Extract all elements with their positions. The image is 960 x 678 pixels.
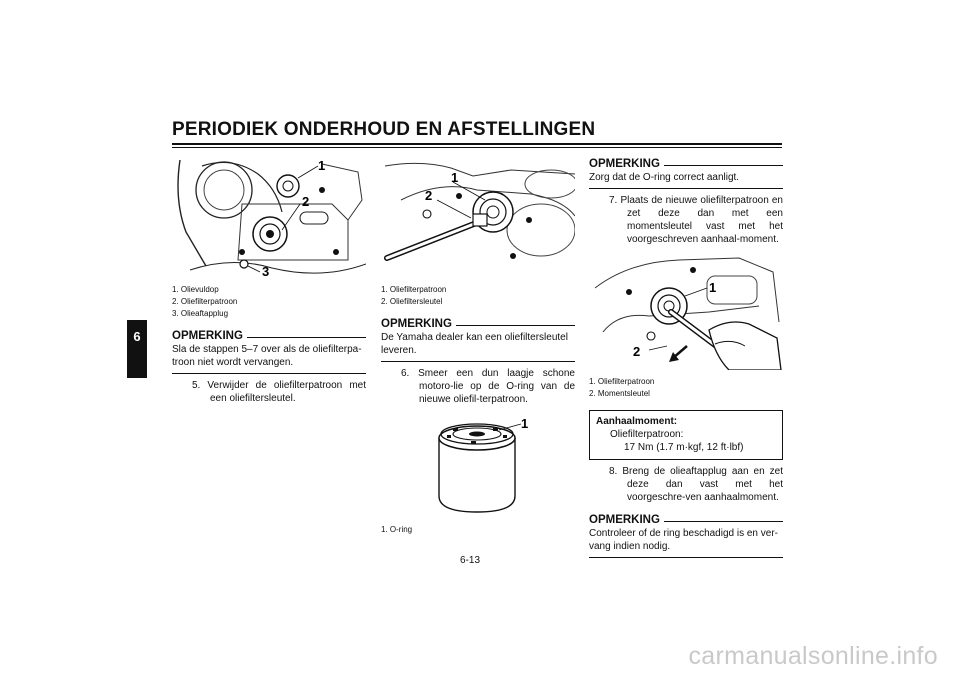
column-2 bbox=[381, 160, 575, 536]
note-heading-text: OPMERKING bbox=[172, 330, 243, 342]
figure-captions bbox=[381, 284, 575, 308]
figure-captions bbox=[589, 376, 783, 400]
note-heading bbox=[172, 330, 366, 342]
note-heading bbox=[381, 318, 575, 330]
callout-1: 1 bbox=[709, 280, 717, 295]
caption-item: 1. Oliefilterpatroon bbox=[381, 285, 447, 294]
note-rule bbox=[664, 521, 783, 522]
torque-wrench-figure bbox=[589, 252, 783, 370]
column-3 bbox=[589, 158, 783, 558]
note-end-rule bbox=[589, 557, 783, 558]
chapter-tab: 6 bbox=[127, 320, 147, 378]
page-number: 6-13 bbox=[460, 555, 481, 566]
note-heading-text: OPMERKING bbox=[381, 318, 452, 330]
callout-2: 2 bbox=[633, 344, 641, 359]
column-1 bbox=[172, 160, 366, 405]
note-heading bbox=[589, 158, 783, 170]
note-rule bbox=[664, 165, 783, 166]
figure-captions bbox=[381, 524, 575, 536]
engine-oil-filler-figure bbox=[172, 160, 366, 278]
spec-value: 17 Nm (1.7 m·kgf, 12 ft·lbf) bbox=[624, 442, 744, 453]
note-end-rule bbox=[381, 361, 575, 362]
caption-item: 2. Oliefilterpatroon bbox=[172, 297, 238, 306]
note-end-rule bbox=[172, 373, 366, 374]
note-text: Sla de stappen 5–7 over als de oliefilterpa-troon niet wordt vervangen. bbox=[172, 344, 362, 368]
step-7: 7. Plaats de nieuwe oliefilterpatroon en zet deze dan met een momentsleutel vast met het voorgeschreven aanhaal-moment. bbox=[609, 195, 783, 245]
note-end-rule bbox=[589, 188, 783, 189]
page-title: PERIODIEK ONDERHOUD EN AFSTELLINGEN bbox=[172, 119, 596, 140]
torque-spec-box bbox=[589, 410, 783, 460]
step-6: 6. Smeer een dun laagje schone motoro-lie op de O-ring van de nieuwe oliefil-terpatroon. bbox=[401, 368, 575, 405]
note-heading bbox=[589, 514, 783, 526]
caption-item: 2. Momentsleutel bbox=[589, 389, 650, 398]
step-8: 8. Breng de olieaftapplug aan en zet deze dan vast met het voorgeschre-ven aanhaalmoment. bbox=[609, 466, 783, 503]
callout-1: 1 bbox=[318, 160, 326, 173]
note-rule bbox=[456, 325, 575, 326]
caption-item: 1. O-ring bbox=[381, 525, 413, 534]
caption-item: 2. Oliefiltersleutel bbox=[381, 297, 443, 306]
caption-item: 1. Oliefilterpatroon bbox=[589, 377, 655, 386]
step-5: 5. Verwijder de oliefilterpatroon met een oliefiltersleutel. bbox=[192, 380, 366, 404]
note-heading-text: OPMERKING bbox=[589, 514, 660, 526]
callout-2: 2 bbox=[425, 188, 433, 203]
callout-1: 1 bbox=[451, 170, 459, 185]
callout-3: 3 bbox=[262, 264, 270, 278]
figure-captions bbox=[172, 284, 366, 320]
title-rule bbox=[172, 143, 782, 145]
title-rule-thin bbox=[172, 147, 782, 148]
note-heading-text: OPMERKING bbox=[589, 158, 660, 170]
note-text: De Yamaha dealer kan een oliefiltersleutel leveren. bbox=[381, 332, 568, 356]
note-rule bbox=[247, 337, 366, 338]
note-text: Controleer of de ring beschadigd is en ver-vang indien nodig. bbox=[589, 528, 778, 552]
oil-filter-wrench-figure bbox=[381, 160, 575, 278]
watermark: carmanualsonline.info bbox=[688, 642, 938, 670]
caption-item: 3. Olieaftapplug bbox=[172, 309, 229, 318]
note-text: Zorg dat de O-ring correct aanligt. bbox=[589, 172, 740, 183]
caption-item: 1. Olievuldop bbox=[172, 285, 219, 294]
callout-2: 2 bbox=[302, 194, 310, 209]
oil-filter-cartridge-figure bbox=[381, 416, 575, 524]
callout-1: 1 bbox=[521, 416, 529, 431]
spec-label: Aanhaalmoment: bbox=[596, 416, 678, 427]
spec-item: Oliefilterpatroon: bbox=[610, 429, 684, 440]
